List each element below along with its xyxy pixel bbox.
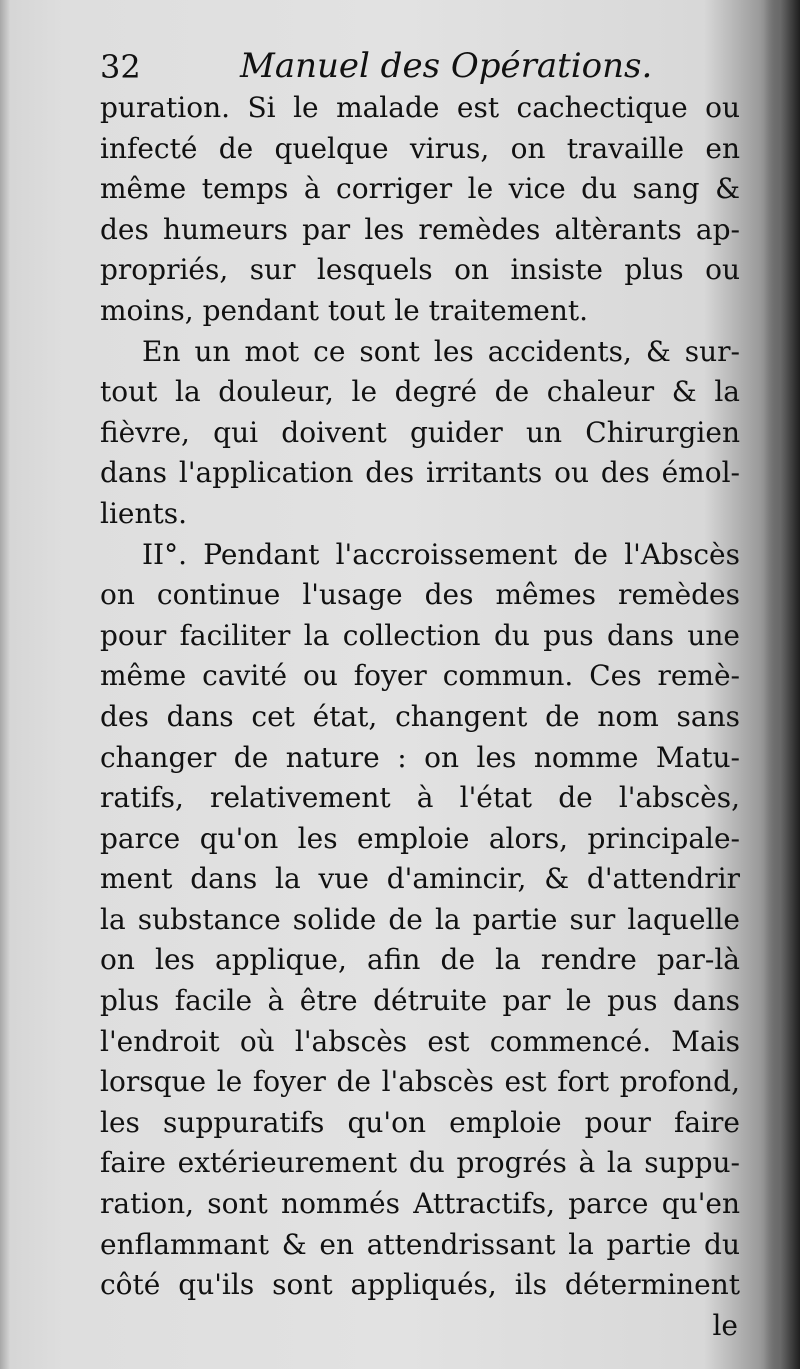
text-line: ment dans la vue d'amincir, & d'attendrir bbox=[100, 862, 740, 896]
text-line: des humeurs par les remèdes altèrants ap- bbox=[100, 212, 740, 246]
text-line: même cavité ou foyer commun. Ces remè- bbox=[100, 659, 740, 693]
text-line: moins, pendant tout le traitement. bbox=[100, 293, 589, 327]
text-line: pour faciliter la collection du pus dans une bbox=[100, 618, 740, 652]
text-line: la substance solide de la partie sur laquelle bbox=[100, 902, 740, 936]
text-line: infecté de quelque virus, on travaille en bbox=[100, 131, 740, 165]
text-line: les suppuratifs qu'on emploie pour faire bbox=[100, 1105, 740, 1139]
page-number: 32 bbox=[100, 48, 141, 86]
text-line: ratifs, relativement à l'état de l'abscès, bbox=[100, 781, 740, 815]
text-line: même temps à corriger le vice du sang & bbox=[100, 172, 740, 206]
text-line: dans l'application des irritants ou des émol- bbox=[100, 456, 740, 490]
text-line: l'endroit où l'abscès est commencé. Mais bbox=[100, 1024, 740, 1058]
page-edge-shadow bbox=[764, 0, 800, 1369]
text-line: ration, sont nommés Attractifs, parce qu'en bbox=[100, 1187, 740, 1221]
text-line: lorsque le foyer de l'abscès est fort profond, bbox=[100, 1065, 740, 1099]
text-line: enflammant & en attendrissant la partie du bbox=[100, 1227, 740, 1261]
text-line: tout la douleur, le degré de chaleur & la bbox=[100, 375, 740, 409]
text-line: faire extérieurement du progrés à la suppu- bbox=[100, 1146, 740, 1180]
text-line: changer de nature : on les nomme Matu- bbox=[100, 740, 740, 774]
text-line: côté qu'ils sont appliqués, ils déterminent bbox=[100, 1268, 740, 1302]
text-line: En un mot ce sont les accidents, & sur- bbox=[142, 334, 740, 368]
text-line: plus facile à être détruite par le pus dans bbox=[100, 984, 740, 1018]
text-line: parce qu'on les emploie alors, principale- bbox=[100, 821, 740, 855]
body-text bbox=[100, 88, 740, 1346]
text-line: fièvre, qui doivent guider un Chirurgien bbox=[100, 415, 740, 449]
text-line: lients. bbox=[100, 496, 188, 530]
text-line: on continue l'usage des mêmes remèdes bbox=[100, 578, 740, 612]
catchword: le bbox=[712, 1308, 738, 1342]
text-line: des dans cet état, changent de nom sans bbox=[100, 699, 740, 733]
text-line: puration. Si le malade est cachectique ou bbox=[100, 91, 740, 124]
gutter-shadow bbox=[0, 0, 10, 1369]
running-title: Manuel des Opérations. bbox=[240, 46, 653, 86]
text-line: propriés, sur lesquels on insiste plus ou bbox=[100, 253, 740, 287]
text-line: II°. Pendant l'accroissement de l'Abscès bbox=[142, 537, 740, 571]
text-line: on les applique, afin de la rendre par-là bbox=[100, 943, 740, 977]
page-header bbox=[100, 42, 740, 92]
